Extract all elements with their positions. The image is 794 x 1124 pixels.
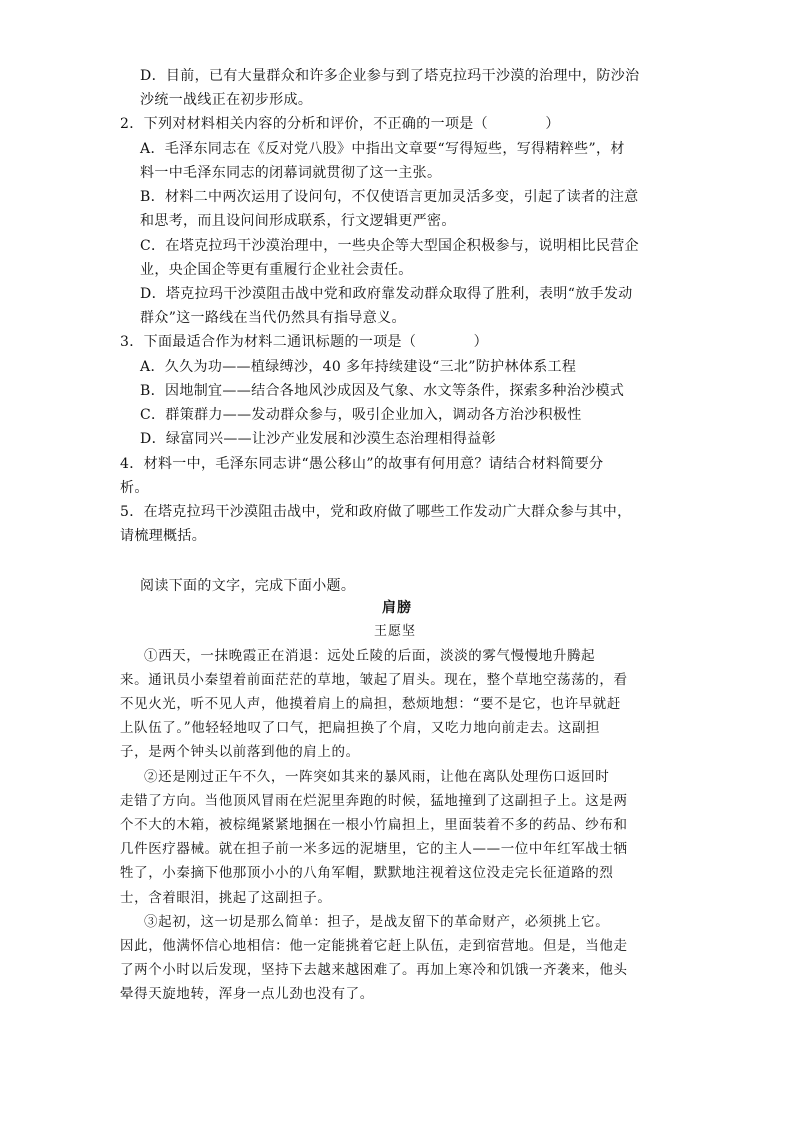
q2-option-b-line2: 和思考，而且设问间形成联系，行文逻辑更严密。: [140, 213, 456, 229]
story-p3-line4: 晕得天旋地转，浑身一点儿劲也没有了。: [120, 986, 374, 1002]
story-p1-line3: 不见火光，听不见人声，他摸着肩上的扁担，愁烦地想：“要不是它，也许早就赶: [120, 696, 622, 712]
q2-option-d-line2: 群众”这一路线在当代仍然具有指导意义。: [140, 310, 406, 326]
story-p2-line6: 士，含着眼泪，挑起了这副担子。: [120, 890, 332, 906]
story-p2-line4: 几件医疗器械。就在担子前一米多远的泥塘里，它的主人——一位中年红军战士牺: [120, 841, 628, 857]
q5-line1: 5．在塔克拉玛干沙漠阻击战中，党和政府做了哪些工作发动广大群众参与其中，: [120, 504, 632, 520]
q2-option-a-line2: 料一中毛泽东同志的闭幕词就贯彻了这一主张。: [140, 165, 442, 181]
story-p3-line1: ③起初，这一切是那么简单：担子，是战友留下的革命财产，必须挑上它。: [144, 914, 610, 930]
story-p1-line4: 上队伍了。”他轻轻地叹了口气，把扁担换了个肩，又吃力地向前走去。这副担: [120, 720, 601, 736]
story-title: 肩膀: [382, 600, 412, 616]
story-p2-line2: 走错了方向。当他顶风冒雨在烂泥里奔跑的时候，猛地撞到了这副担子上。这是两: [120, 793, 628, 809]
story-p1-line1: ①西天，一抹晚霞正在消退：远处丘陵的后面，淡淡的雾气慢慢地升腾起: [144, 648, 596, 664]
q4-line1: 4．材料一中，毛泽东同志讲“愚公移山”的故事有何用意？请结合材料简要分: [120, 456, 604, 472]
story-p2-line1: ②还是刚过正午不久，一阵突如其来的暴风雨，让他在离队处理伤口返回时: [144, 769, 610, 785]
q2-option-a-line1: A．毛泽东同志在《反对党八股》中指出文章要“写得短些，写得精粹些”，材: [140, 141, 625, 157]
q2-option-c-line2: 业，央企国企等更有重履行企业社会责任。: [140, 262, 413, 278]
story-p3-line3: 了两个小时以后发现，坚持下去越来越困难了。再加上寒冷和饥饿一齐袭来，他头: [120, 962, 628, 978]
q3-option-a: A．久久为功——植绿缚沙，40 多年持续建设“三北”防护林体系工程: [140, 359, 577, 375]
q2-option-b-line1: B．材料二中两次运用了设问句，不仅使语言更加灵活多变，引起了读者的注意: [140, 189, 639, 205]
q2-stem: 2．下列对材料相关内容的分析和评价，不正确的一项是（ ）: [120, 116, 560, 132]
q3-option-b: B．因地制宜——结合各地风沙成因及气象、水文等条件，探索多种治沙模式: [140, 383, 625, 399]
q5-line2: 请梳理概括。: [120, 528, 207, 544]
q3-stem: 3．下面最适合作为材料二通讯标题的一项是（ ）: [120, 334, 489, 350]
story-p2-line3: 个不大的木箱，被棕绳紧紧地捆在一根小竹扁担上，里面装着不多的药品、纱布和: [120, 817, 628, 833]
story-p1-line2: 来。通讯员小秦望着前面茫茫的草地，皱起了眉头。现在，整个草地空荡荡的，看: [120, 672, 628, 688]
q1-option-d-line1: D．目前，已有大量群众和许多企业参与到了塔克拉玛干沙漠的治理中，防沙治: [140, 68, 640, 84]
story-p1-line5: 子，是两个钟头以前落到他的肩上的。: [120, 744, 360, 760]
q2-option-c-line1: C．在塔克拉玛干沙漠治理中，一些央企等大型国企积极参与，说明相比民营企: [140, 238, 639, 254]
story-p2-line5: 牲了，小秦摘下他那顶小小的八角军帽，默默地注视着这位没走完长征道路的烈: [120, 865, 614, 881]
q3-option-d: D．绿富同兴——让沙产业发展和沙漠生态治理相得益彰: [140, 431, 496, 447]
q4-line2: 析。: [120, 480, 149, 496]
q2-option-d-line1: D．塔克拉玛干沙漠阻击战中党和政府靠发动群众取得了胜利，表明“放手发动: [140, 286, 633, 302]
reading-instruction: 阅读下面的文字，完成下面小题。: [140, 578, 356, 594]
q1-option-d-line2: 沙统一战线正在初步形成。: [140, 92, 313, 108]
q3-option-c: C．群策群力——发动群众参与，吸引企业加入，调动各方治沙积极性: [140, 407, 582, 423]
story-author: 王愿坚: [374, 624, 417, 639]
story-p3-line2: 因此，他满怀信心地相信：他一定能挑着它赶上队伍，走到宿营地。但是，当他走: [120, 938, 628, 954]
